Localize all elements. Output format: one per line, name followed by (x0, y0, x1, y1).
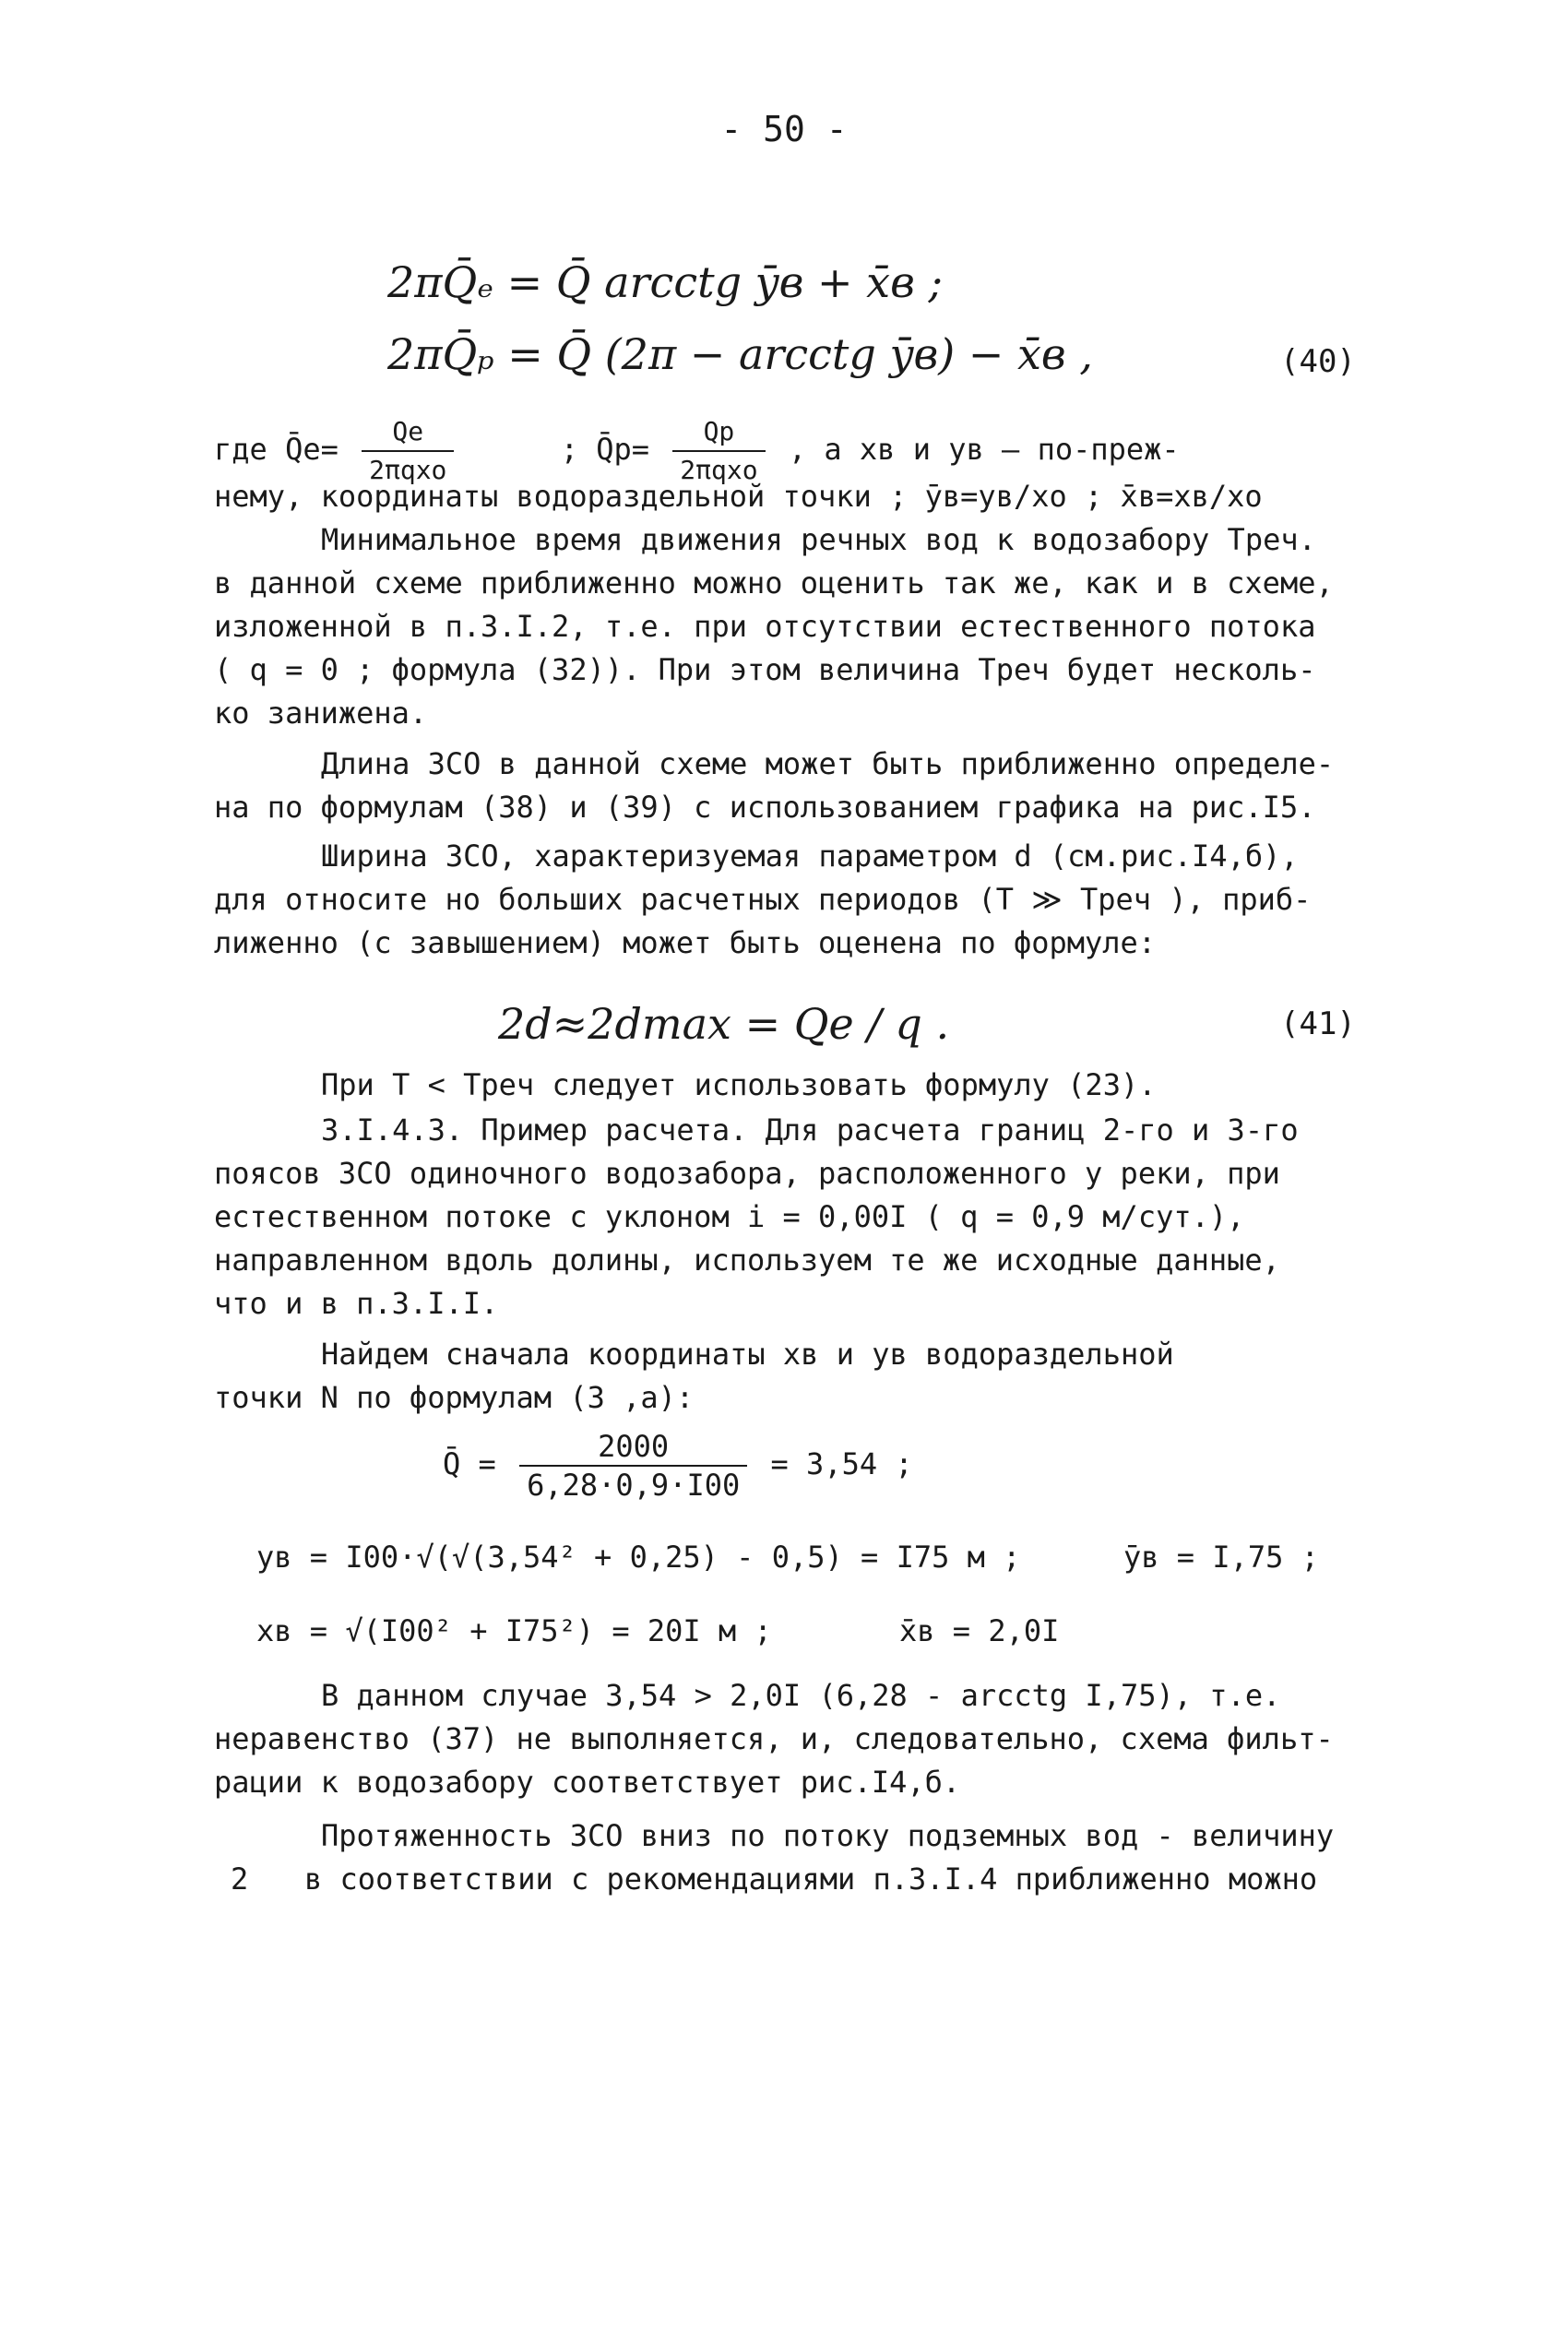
text-line-13: 3.I.4.3. Пример расчета. Для расчета границ 2-го и 3-го (321, 1112, 1299, 1148)
text-line-14: поясов ЗСО одиночного водозабора, расположенного у реки, при (214, 1156, 1280, 1191)
calc-q-lhs: Q̄ = (443, 1446, 496, 1481)
q-p-denominator: 2πqxo (680, 455, 758, 485)
text-line-3: в данной схеме приближенно можно оценить так же, как и в схеме, (214, 565, 1334, 601)
text-line-24: в соответствии с рекомендациями п.3.I.4 приближенно можно (304, 1861, 1318, 1897)
where-prefix: где (214, 432, 267, 467)
calc-q-denominator: 6,28·0,9·I00 (527, 1468, 741, 1503)
equation-number-41: (41) (1280, 1005, 1356, 1042)
page-mark: 2 (231, 1861, 249, 1897)
text-line-2: Минимальное время движения речных вод к водозабору Tреч. (321, 522, 1316, 557)
text-line-21: неравенство (37) не выполняется, и, следовательно, схема фильт- (214, 1721, 1334, 1756)
q-p-numerator: Qp (672, 413, 765, 452)
text-line-8: на по формулам (38) и (39) с использованием графика на рис.I5. (214, 790, 1316, 825)
calc-q-numerator: 2000 (519, 1428, 747, 1467)
text-line-20: В данном случае 3,54 > 2,0I (6,28 - arcctg I,75), т.е. (321, 1678, 1281, 1713)
text-line-11: лиженно (с завышением) может быть оценена по формуле: (214, 925, 1157, 960)
calc-q-line (443, 1428, 913, 1504)
text-line-17: что и в п.3.I.I. (214, 1286, 499, 1321)
calc-xv-bar: x̄в = 2,0I (899, 1613, 1060, 1648)
equation-41: 2d≈2dmax = Qe / q . (498, 999, 950, 1049)
where-tail: , а xв и yв – по-преж- (788, 432, 1180, 467)
equation-40b: 2πQ̄ₚ = Q̄ (2π − arcctg ȳв) − x̄в , (387, 329, 1093, 379)
text-line-4: изложенной в п.3.I.2, т.е. при отсутствии естественного потока (214, 609, 1316, 644)
text-line-12: При T < Tреч следует использовать формулу (23). (321, 1067, 1157, 1102)
q-p-lhs: ; Q̄p= (560, 432, 650, 467)
q-e-denominator: 2πqxo (369, 455, 447, 485)
text-line-16: направленном вдоль долины, используем те же исходные данные, (214, 1243, 1280, 1278)
text-line-22: рации к водозабору соответствует рис.I4,б. (214, 1765, 961, 1800)
text-line-1: нему, координаты водораздельной точки ; ȳв=yв/xo ; x̄в=xв/xo (214, 479, 1263, 514)
text-line-10: для относите но больших расчетных периодов (T ≫ Tреч ), приб- (214, 882, 1312, 917)
q-e-lhs: Q̄e= (285, 432, 339, 467)
text-line-19: точки N по формулам (3 ,а): (214, 1380, 695, 1415)
equation-number-40: (40) (1280, 343, 1356, 380)
text-line-18: Найдем сначала координаты xв и yв водораздельной (321, 1337, 1174, 1372)
text-line-9: Ширина ЗСО, характеризуемая параметром d (см.рис.I4,б), (321, 838, 1299, 874)
equation-40a: 2πQ̄ₑ = Q̄ arcctg ȳв + x̄в ; (387, 257, 944, 307)
text-line-7: Длина ЗСО в данной схеме может быть приближенно определе- (321, 746, 1335, 781)
calc-yv-line: yв = I00·√(√(3,54² + 0,25) - 0,5) = I75 м ; (256, 1540, 1021, 1575)
q-e-numerator: Qe (362, 413, 454, 452)
calc-yv-bar: ȳв = I,75 ; (1123, 1540, 1319, 1575)
calc-xv-line: xв = √(I00² + I75²) = 20I м ; (256, 1613, 772, 1648)
text-line-5: ( q = 0 ; формула (32)). При этом величина Tреч будет несколь- (214, 652, 1316, 687)
page-number: - 50 - (720, 109, 848, 149)
text-line-6: ко занижена. (214, 696, 428, 731)
text-line-23: Протяженность ЗСО вниз по потоку подземных вод - величину (321, 1818, 1335, 1853)
calc-q-result: = 3,54 ; (770, 1446, 913, 1481)
text-line-15: естественном потоке с уклоном i = 0,00I ( q = 0,9 м/сут.), (214, 1199, 1245, 1234)
calc-q-fraction (519, 1428, 747, 1504)
